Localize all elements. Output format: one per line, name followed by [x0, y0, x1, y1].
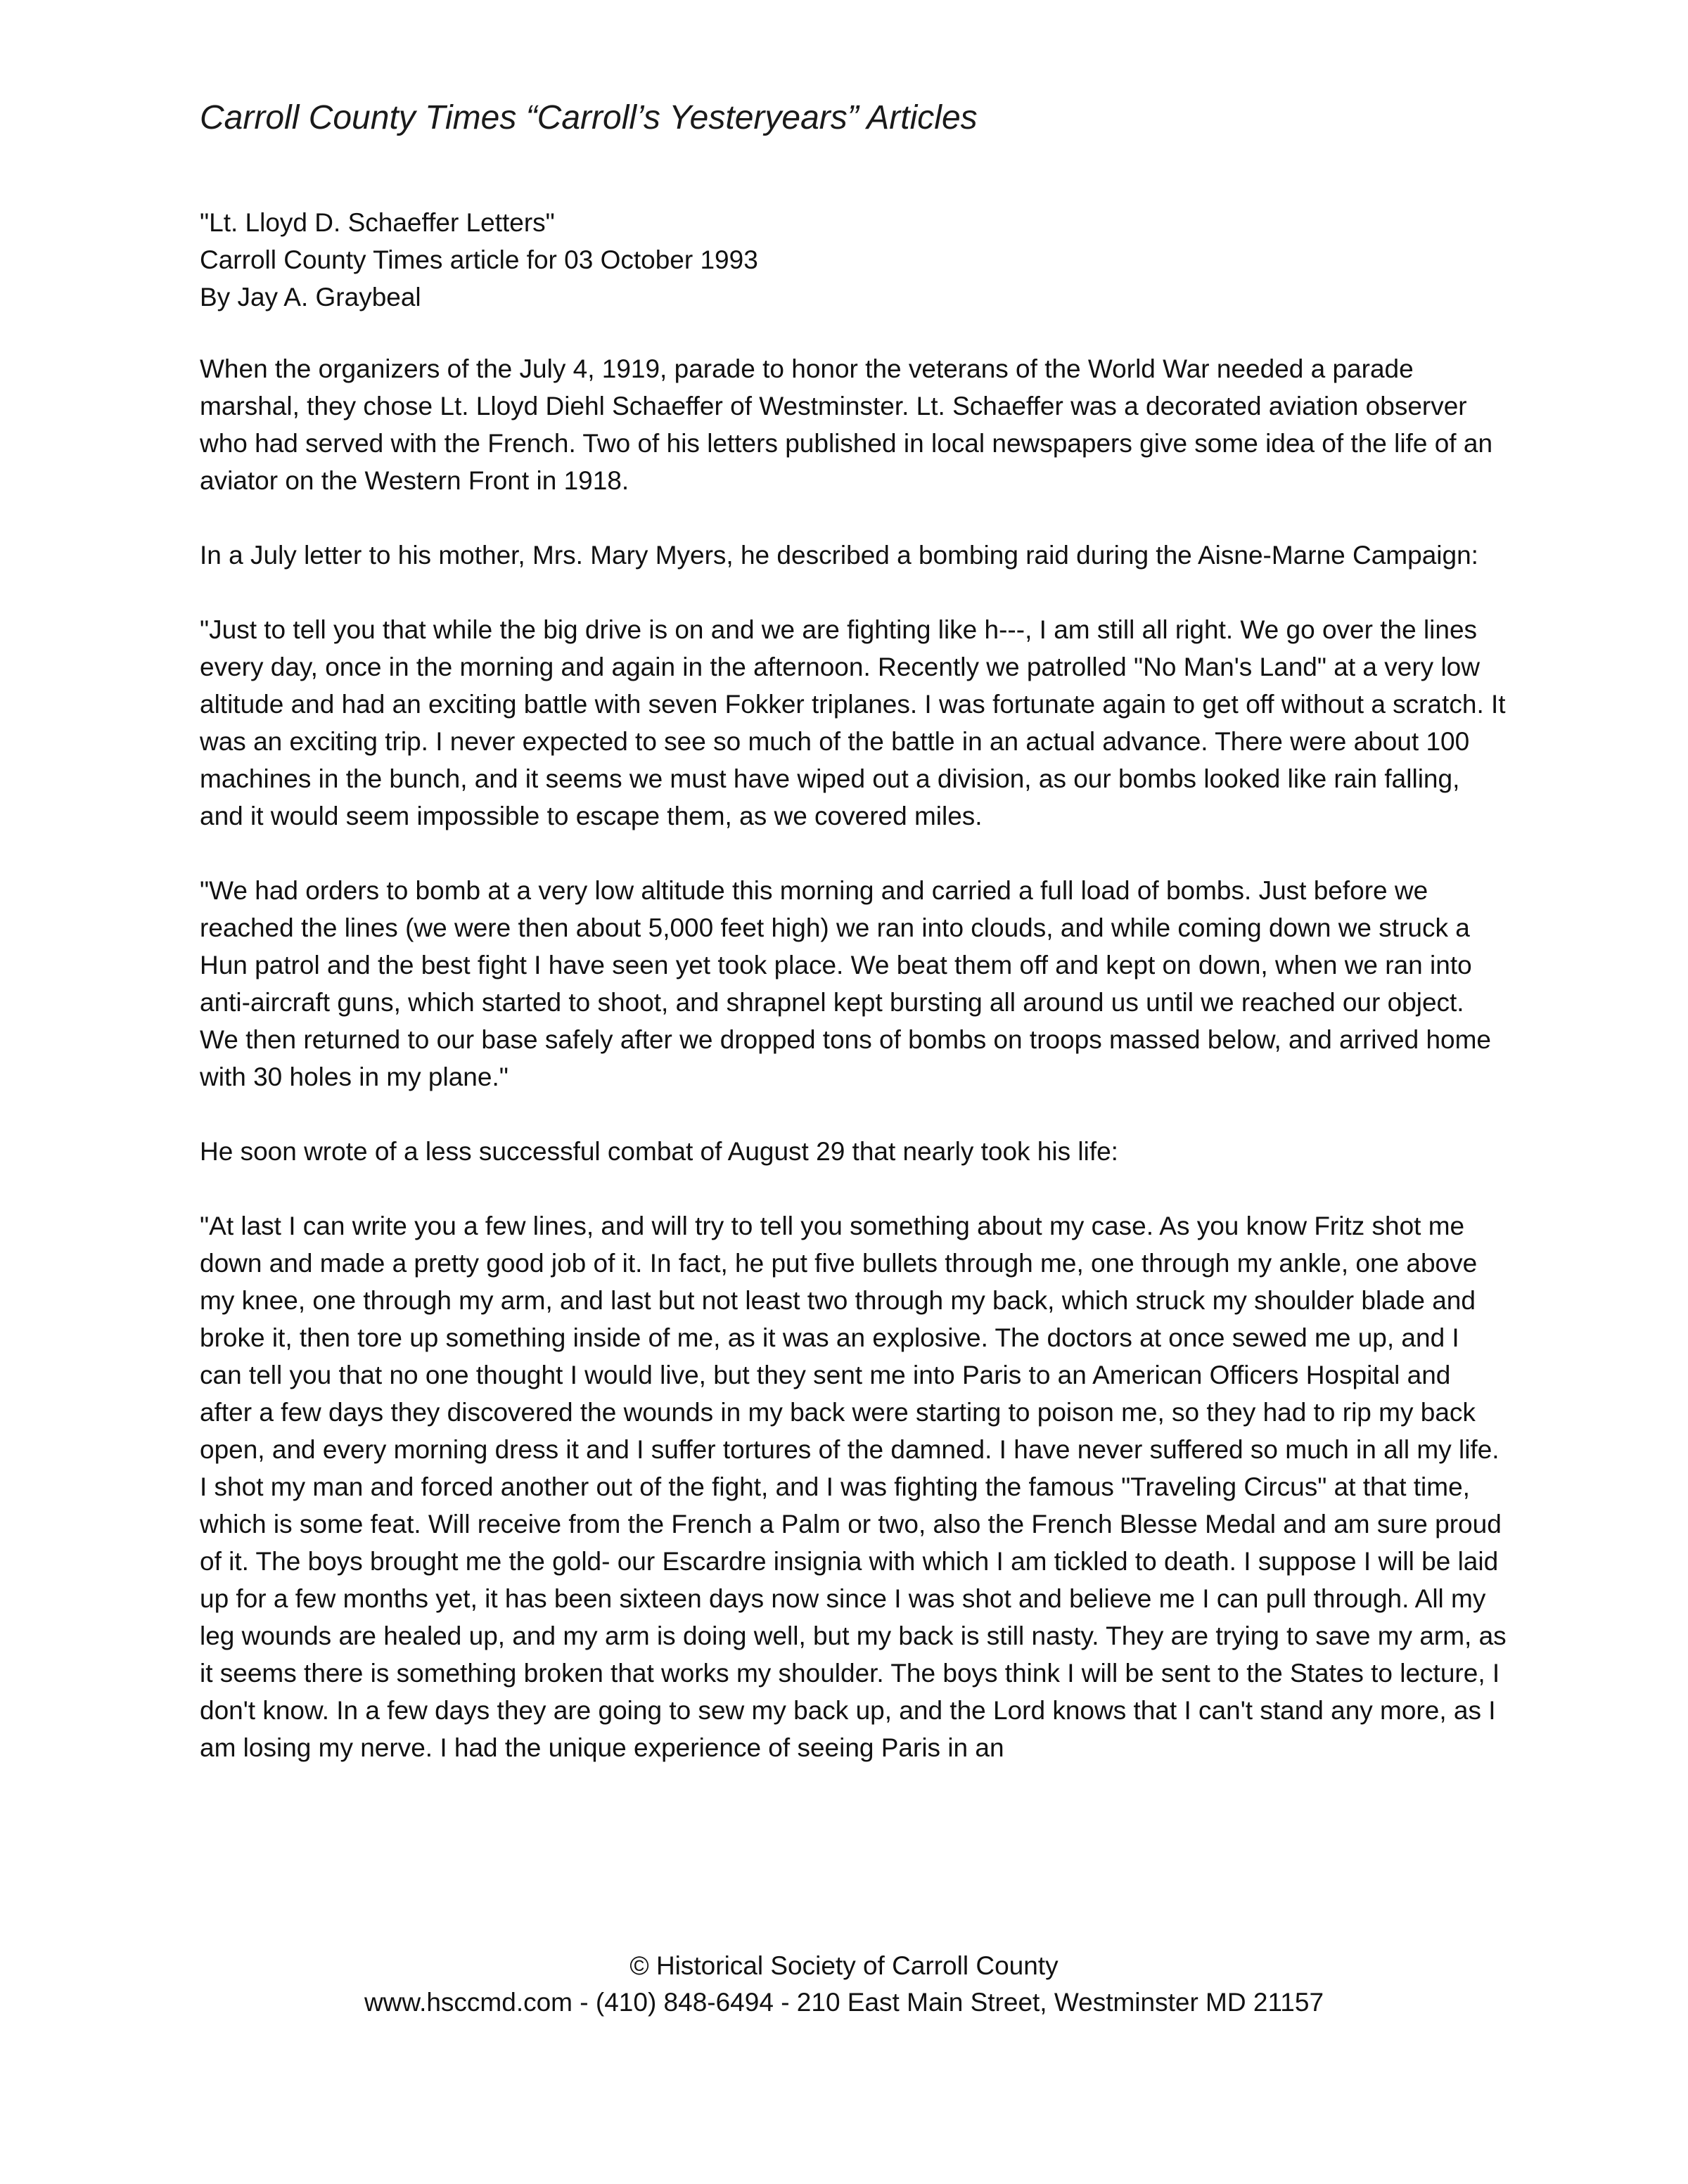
footer-copyright: © Historical Society of Carroll County — [629, 1951, 1059, 1980]
article-dateline: Carroll County Times article for 03 October 1993 — [200, 245, 758, 274]
paragraph-intro: When the organizers of the July 4, 1919, parade to honor the veterans of the World War needed a parade marshal, they chose Lt. Lloyd Diehl Schaeffer of Westminster. Lt. Schaeffer was a decorated aviation observer who had served with the French. Two of his letters published in local newspapers give some idea of the life of an aviator on the Western Front in 1918. — [200, 354, 1493, 495]
series-title: Carroll County Times “Carroll’s Yesteryears” Articles — [200, 99, 978, 136]
article-meta — [200, 204, 758, 316]
paragraph-letter-quote-3: "At last I can write you a few lines, and will try to tell you something about my case. As you know Fritz shot me down and made a pretty good job of it. In fact, he put five bullets through me, one through my ankle, one above my knee, one through my arm, and last but not least two through my back, which struck my shoulder blade and broke it, then tore up something inside of me, as it was an explosive. The doctors at once sewed me up, and I can tell you that no one thought I would live, but they sent me into Paris to an American Officers Hospital and after a few days they discovered the wounds in my back were starting to poison me, so they had to rip my back open, and every morning dress it and I suffer tortures of the damned. I have never suffered so much in all my life. I shot my man and forced another out of the fight, and I was fighting the famous "Traveling Circus" at that time, which is some feat. Will receive from the French a Palm or two, also the French Blesse Medal and am sure proud of it. The boys brought me the gold- our Escardre insignia with which I am tickled to death. I suppose I will be laid up for a few months yet, it has been sixteen days now since I was shot and believe me I can pull through. All my leg wounds are healed up, and my arm is doing well, but my back is still nasty. They are trying to save my arm, as it seems there is something broken that works my shoulder. The boys think I will be sent to the States to lecture, I don't know. In a few days they are going to sew my back up, and the Lord knows that I can't stand any more, as I am losing my nerve. I had the unique experience of seeing Paris in an — [200, 1212, 1507, 1762]
paragraph-letter-quote-2: "We had orders to bomb at a very low altitude this morning and carried a full load of bombs. Just before we reached the lines (we were then about 5,000 feet high) we ran into clouds, and while coming down we struck a Hun patrol and the best fight I have seen yet took place. We beat them off and kept on down, when we ran into anti-aircraft guns, which started to shoot, and shrapnel kept bursting all around us until we reached our object. We then returned to our base safely after we dropped tons of bombs on troops massed below, and arrived home with 30 holes in my plane." — [200, 876, 1491, 1091]
article-title: "Lt. Lloyd D. Schaeffer Letters" — [200, 208, 555, 237]
footer-contact: www.hsccmd.com - (410) 848-6494 - 210 East Main Street, Westminster MD 21157 — [364, 1988, 1324, 2017]
article-body — [200, 350, 1508, 1766]
paragraph-july-letter-intro: In a July letter to his mother, Mrs. Mary Myers, he described a bombing raid during the Aisne-Marne Campaign: — [200, 541, 1478, 570]
paragraph-august-intro: He soon wrote of a less successful combat of August 29 that nearly took his life: — [200, 1137, 1118, 1166]
article-byline: By Jay A. Graybeal — [200, 283, 421, 311]
paragraph-letter-quote-1: "Just to tell you that while the big drive is on and we are fighting like h---, I am still all right. We go over the lines every day, once in the morning and again in the afternoon. Recently we patrolled "No Man's Land" at a very low altitude and had an exciting battle with seven Fokker triplanes. I was fortunate again to get off without a scratch. It was an exciting trip. I never expected to see so much of the battle in an actual advance. There were about 100 machines in the bunch, and it seems we must have wiped out a division, as our bombs looked like rain falling, and it would seem impossible to escape them, as we covered miles. — [200, 615, 1506, 830]
page-footer — [0, 1948, 1688, 2021]
